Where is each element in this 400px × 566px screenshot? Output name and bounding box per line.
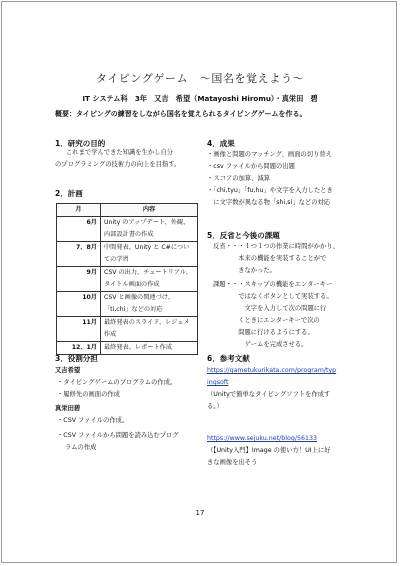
role-person-name: 又吉希望 [55,367,81,374]
table-row [57,292,198,317]
month-cell: 12、1月 [57,342,101,355]
reflection-line: 反省・・・１つ１つの作業に時間がかかり、 [213,243,339,250]
role-item: ラムの作成 [65,444,97,451]
results-line: ・csv ファイルから問題の出題 [207,163,295,170]
reflection-line: 本来の機能を実装することがで [213,255,327,262]
table-row [57,242,198,267]
results-line: ・スコアの加算、減算 [207,175,270,182]
results-line: ・「chi,tyu」「fu,hu」や文字を入力したとき [207,187,333,194]
reflection-line: 課題・・・スキップの機能をエンターキー [213,281,333,288]
month-cell: 6月 [57,217,101,242]
section-references-heading: 6．参考文献 [207,354,250,363]
section-results-heading: 4．成果 [207,139,235,148]
section-purpose-heading: 1．研究の目的 [55,139,106,148]
table-row [57,317,198,342]
abstract: 概要：タイピングの練習をしながら国名を覚えられるタイピングゲームを作る。 [55,110,307,118]
reference-note: きな画像を出そう [207,459,258,466]
authors-line: IT システム科 3年 又吉 希望（Matayoshi Hiromu）・真栄田 碧 [82,94,318,103]
role-item: ・履修先の画面の作成 [57,391,120,398]
paper-title: タイピングゲーム 〜国名を覚えよう〜 [95,72,305,85]
reflection-line: ではなくボタンとして実装する。 [213,293,333,300]
section-roles-heading: 3．役割分担 [55,354,98,363]
role-item: ・タイピングゲームのプログラムの作成。 [57,379,177,386]
content-cell: 中間発表、Unity と C#についての学習 [101,242,198,267]
results-line: に文字数が異なる物「shi,si」などの対応 [207,199,331,206]
results-line: ・画像と問題のマッチング、画面の切り替え [207,151,332,158]
table-header-row [57,204,198,217]
purpose-line: これまで学んできた知識を生かし自分 [66,149,174,156]
page-number: 17 [195,509,205,517]
col-month-header: 月 [57,204,101,217]
role-item: ・CSV ファイルの作成。 [57,417,129,424]
plan-table [56,203,198,355]
table-row [57,267,198,292]
col-content-header: 内容 [101,204,198,217]
reference-note: （【Unity入門】Image の使い方！UI上に好 [207,447,331,454]
section-plan-heading: 2．計画 [55,189,83,198]
month-cell: 7、8月 [57,242,101,267]
reference-link[interactable]: ingsoft [207,379,229,386]
role-person-name: 真栄田碧 [55,405,81,412]
reference-link[interactable]: https://www.sejuku.net/blog/56133 [207,435,317,442]
month-cell: 9月 [57,267,101,292]
reference-link[interactable]: https://gametukurikata.com/program/typ [207,367,337,374]
content-cell: 最終発表、レポート作成 [101,342,198,355]
reflection-line: 文字を入力して次の問題に行 [213,305,327,312]
month-cell: 11月 [57,317,101,342]
content-cell: CSV と画像の関連づけ、「ti,chi」などの対応 [101,292,198,317]
month-cell: 10月 [57,292,101,317]
content-cell: 最終発表のスライド、レジュメ作成 [101,317,198,342]
role-item: ・CSV ファイルから問題を読み込むプログ [57,432,179,439]
reference-note: （Unityで簡単なタイピングソフトを作成す [207,391,331,398]
reference-note: る。） [207,403,223,410]
purpose-line: のプログラミングの技術力の向上を目指す。 [55,161,181,168]
content-cell: CSV の出力、チュートリアル、タイトル画面の作成 [101,267,198,292]
section-reflection-heading: 5．反省と今後の課題 [207,231,280,240]
reflection-line: 問題に行けるようにする。 [213,329,314,336]
reflection-line: きなかった。 [213,267,276,274]
reflection-line: くときにエンターキーで次の [213,317,320,324]
reflection-line: ゲームを完成させる。 [213,341,308,348]
table-row [57,217,198,242]
content-cell: Unity のアップデート、外観、内部設計書の作成 [101,217,198,242]
